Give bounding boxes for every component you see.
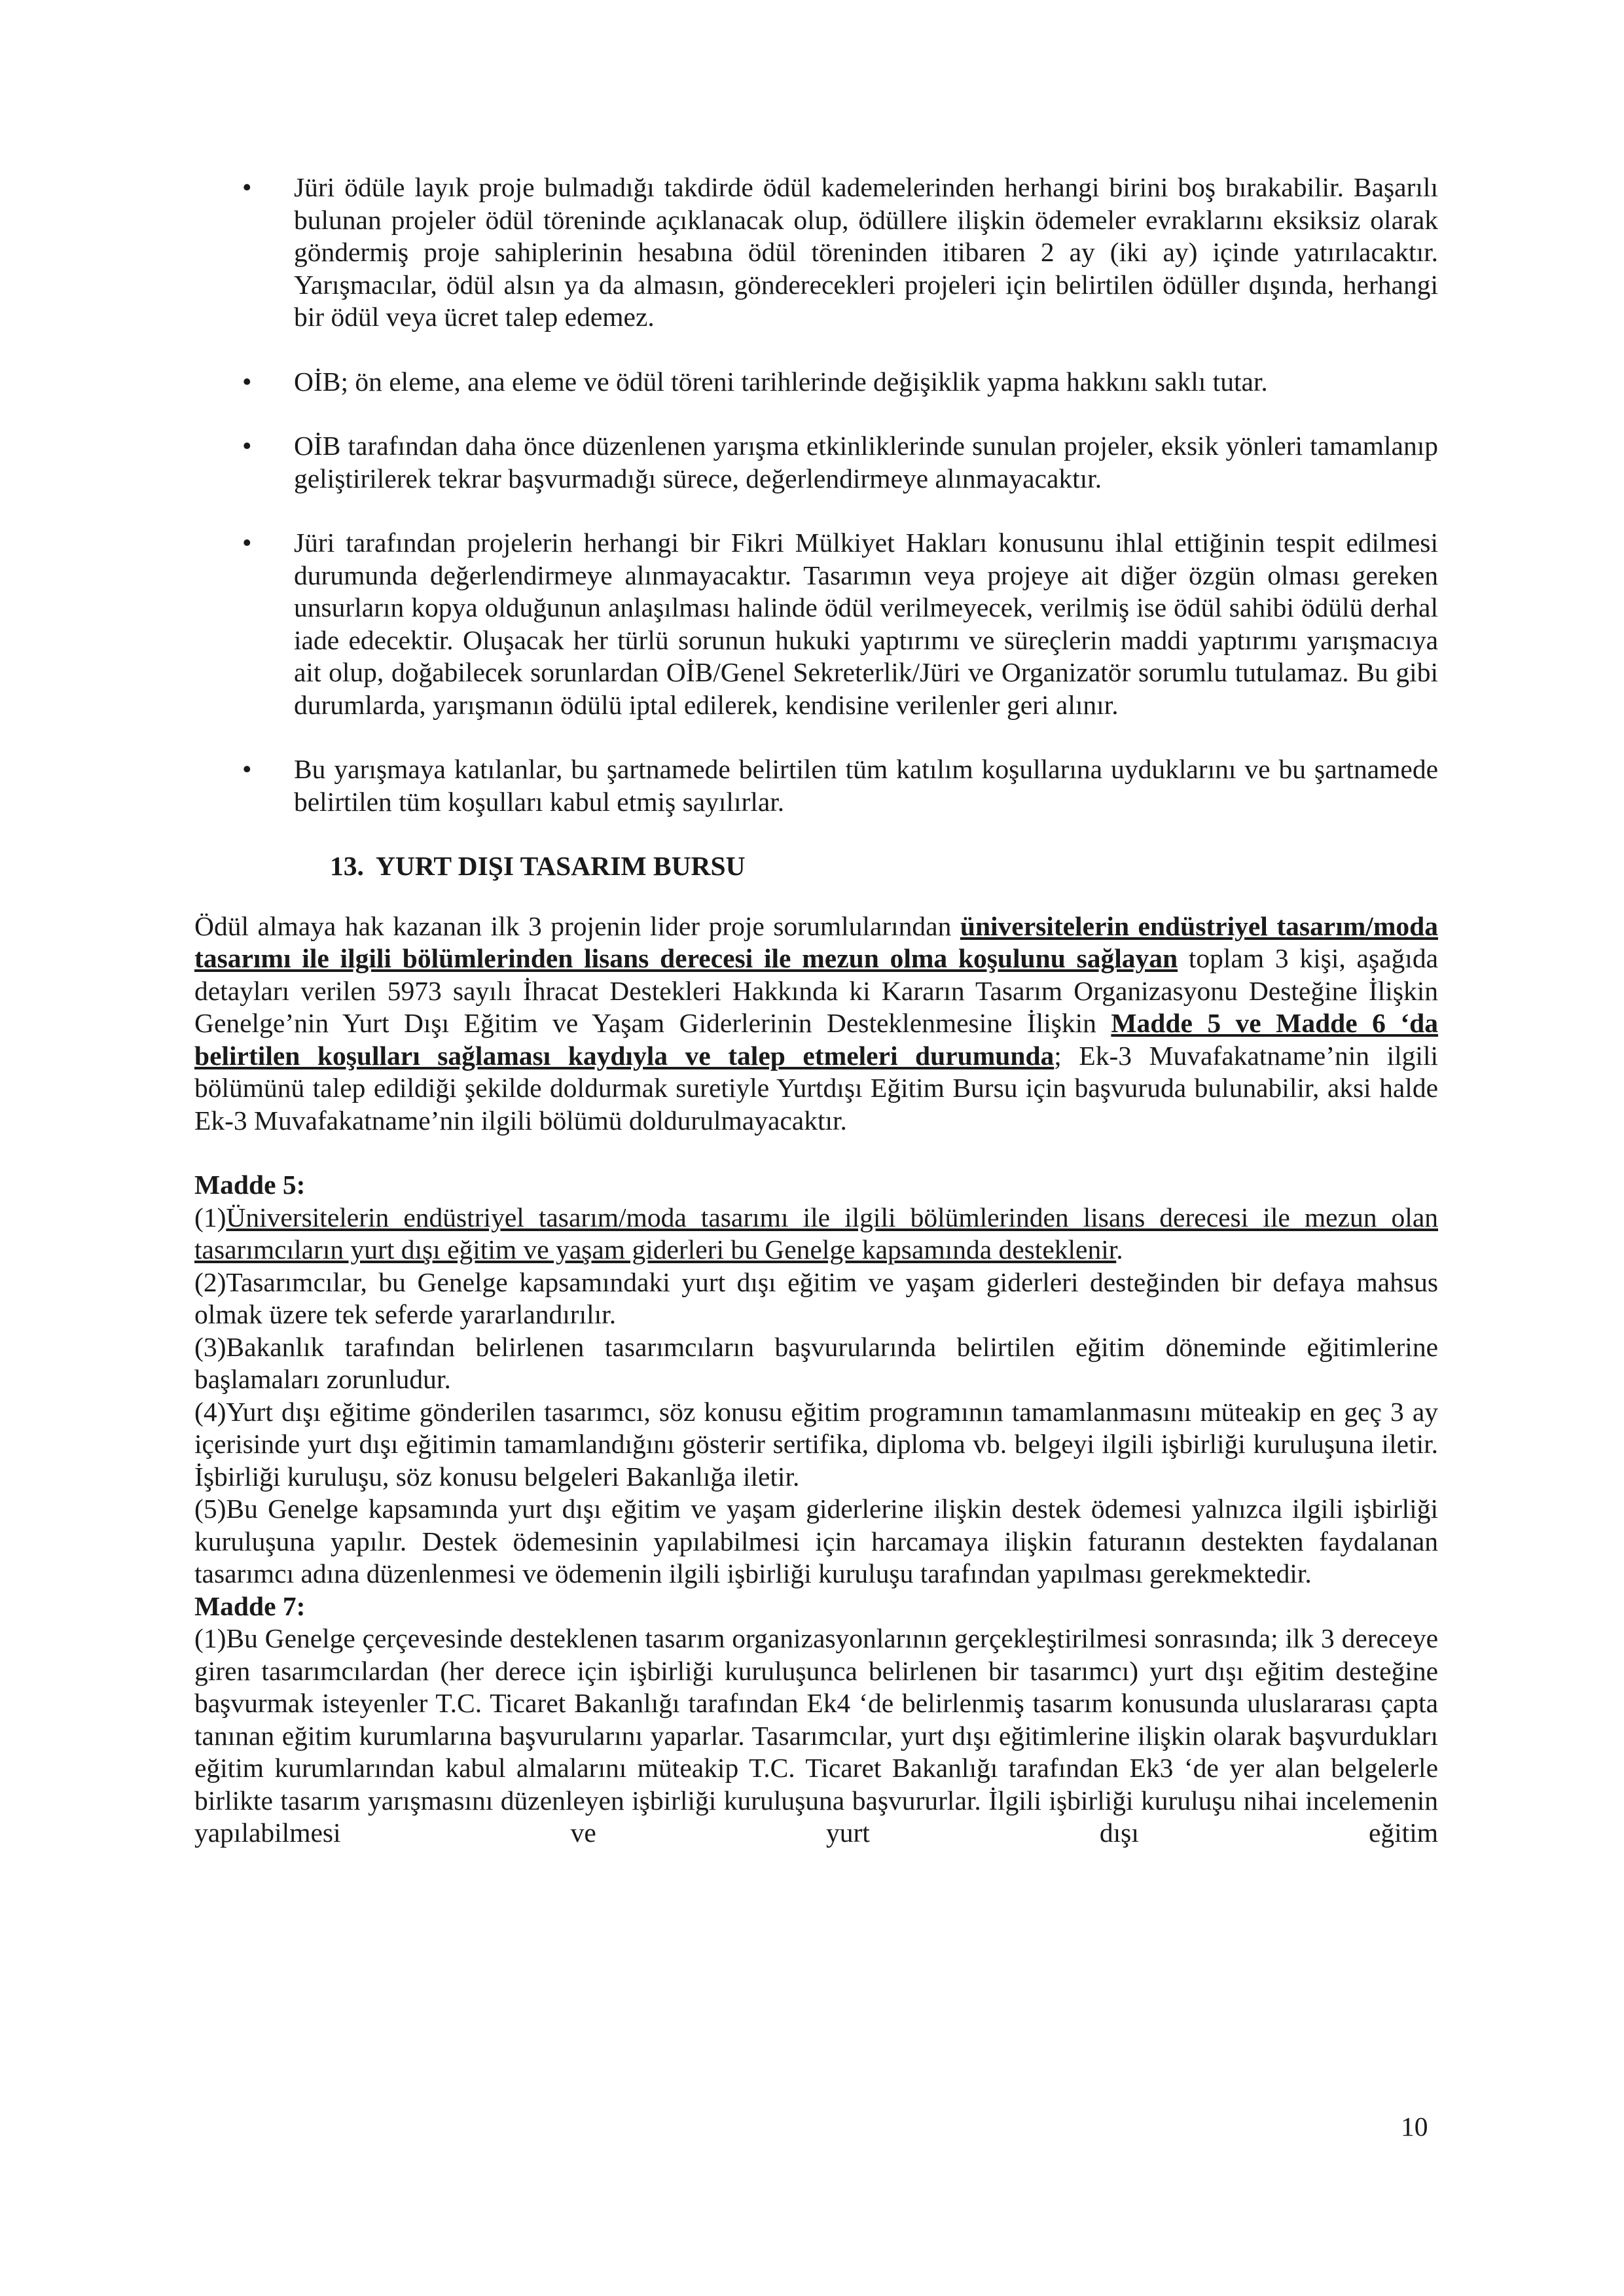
bullet-item (194, 753, 1438, 818)
clause-prefix: (1) (194, 1202, 226, 1232)
bullet-item (194, 366, 1438, 399)
bullet-list (194, 171, 1438, 818)
bullet-marker: • (242, 431, 252, 461)
article-clause: (1)Bu Genelge çerçevesinde desteklenen tasarım organizasyonlarının gerçekleştirilmesi sonrasında; ilk 3 dereceye giren tasarımcılardan (her derece için işbirliği kuruluşunca belirlenen bir tasarımcı) yurt dışı eğitim desteğine başvurmak isteyenler T.C. Ticaret Bakanlığı tarafından Ek4 ‘de belirlenmiş tasarım konusunda uluslararası çapta tanınan eğitim kurumlarına başvurularını yaparlar. Tasarımcılar, yurt dışı eğitimlerine ilişkin olarak başvurdukları eğitim kurumlarından kabul almalarını müteakip T.C. Ticaret Bakanlığı tarafından Ek3 ‘de yer alan belgelerle birlikte tasarım yarışmasını düzenleyen işbirliği kuruluşuna başvururlar. İlgili işbirliği kuruluşu nihai incelemenin yapılabilmesi ve yurt dışı eğitim (194, 1623, 1438, 1848)
intro-text: toplam 3 kişi, aşağıda detayları verilen 5973 sayılı İhracat Destekleri Hakkında ki Kararın Tasarım Organizasyonu Desteğine İlişkin Genelge’nin Yurt Dışı Eğitim ve Yaşam Giderlerinin Desteklenmesine İlişkin (194, 943, 1438, 1038)
clause-suffix: . (1116, 1234, 1123, 1265)
bullet-item (194, 430, 1438, 495)
article-clause: (3)Bakanlık tarafından belirlenen tasarımcıların başvurularında belirtilen eğitim döneminde eğitimlerine başlamaları zorunludur. (194, 1331, 1438, 1394)
article-title: Madde 7: (194, 1590, 306, 1621)
bullet-text: Jüri ödüle layık proje bulmadığı takdirde ödül kademelerinden herhangi birini boş bırakabilir. Başarılı bulunan projeler ödül töreninde açıklanacak olup, ödüllere ilişkin ödemeler evraklarını eksiksiz olarak göndermiş proje sahiplerinin hesabına ödül töreninden itibaren 2 ay (iki ay) içinde yatırılacaktır. Yarışmacılar, ödül alsın ya da almasın, gönderecekleri projeleri için belirtilen ödüller dışında, herhangi bir ödül veya ücret talep edemez. (294, 172, 1438, 332)
bullet-marker: • (242, 754, 252, 784)
bullet-item (194, 527, 1438, 721)
bullet-marker: • (242, 528, 252, 558)
section-number: 13. (330, 851, 364, 881)
section-title: YURT DIŞI TASARIM BURSU (375, 851, 746, 881)
bullet-text: Jüri tarafından projelerin herhangi bir Fikri Mülkiyet Hakları konusunu ihlal ettiğinin tespit edilmesi durumunda değerlendirmeye alınmayacaktır. Tasarımın veya projeye ait diğer özgün olması gereken unsurların kopya olduğunun anlaşılması halinde ödül verilmeyecek, verilmiş ise ödül sahibi ödülü derhal iade edecektir. Oluşacak her türlü sorunun hukuki yaptırımı ve süreçlerin maddi yaptırımı yarışmacıya ait olup, doğabilecek sorunlardan OİB/Genel Sekreterlik/Jüri ve Organizatör sorumlu tutulamaz. Bu gibi durumlarda, yarışmanın ödülü iptal edilerek, kendisine verilenler geri alınır. (294, 528, 1438, 720)
document-page (194, 171, 1438, 1850)
bullet-marker: • (242, 172, 252, 202)
bullet-text: OİB; ön eleme, ana eleme ve ödül töreni tarihlerinde değişiklik yapma hakkını saklı tutar. (294, 366, 1268, 397)
article-clause (194, 1202, 1438, 1266)
section-heading (194, 850, 1438, 883)
intro-text: ; Ek-3 Muvafakatname’nin ilgili bölümünü talep edildiği şekilde doldurmak suretiyle Yurtdışı Eğitim Bursu için başvuruda bulunabilir, aksi halde Ek-3 Muvafakatname’nin ilgili bölümü doldurulmayacaktır. (194, 1040, 1438, 1136)
article-title: Madde 5: (194, 1170, 306, 1200)
bullet-text: OİB tarafından daha önce düzenlenen yarışma etkinliklerinde sunulan projeler, eksik yönleri tamamlanıp geliştirilerek tekrar başvurmadığı sürece, değerlendirmeye alınmayacaktır. (294, 431, 1438, 493)
bullet-item (194, 171, 1438, 334)
bullet-marker: • (242, 366, 252, 397)
article-7 (194, 1590, 1438, 1850)
intro-text: Ödül almaya hak kazanan ilk 3 projenin lider proje sorumlularından (194, 910, 960, 941)
article-clause: (5)Bu Genelge kapsamında yurt dışı eğitim ve yaşam giderlerine ilişkin destek ödemesi yalnızca ilgili işbirliği kuruluşuna yapılır. Destek ödemesinin yapılabilmesi için harcamaya ilişkin faturanın destekten faydalanan tasarımcı adına düzenlenmesi ve ödemenin ilgili işbirliği kuruluşu tarafından yapılması gerekmektedir. (194, 1494, 1438, 1588)
article-clause: (2)Tasarımcılar, bu Genelge kapsamındaki yurt dışı eğitim ve yaşam giderleri desteğinden bir defaya mahsus olmak üzere tek seferde yararlandırılır. (194, 1266, 1438, 1329)
intro-emphasis-conditions: Madde 5 ve Madde 6 ‘da belirtilen koşulları sağlaması kaydıyla ve talep etmeleri durumunda (194, 1008, 1438, 1071)
bullet-text: Bu yarışmaya katılanlar, bu şartnamede belirtilen tüm katılım koşullarına uyduklarını ve bu şartnamede belirtilen tüm koşulları kabul etmiş sayılırlar. (294, 754, 1438, 817)
intro-emphasis-eligibility: üniversitelerin endüstriyel tasarım/moda tasarımı ile ilgili bölümlerinden lisans derecesi ile mezun olma koşulunu sağlayan (194, 910, 1438, 973)
article-clause: (4)Yurt dışı eğitime gönderilen tasarımcı, söz konusu eğitim programının tamamlanmasını müteakip en geç 3 ay içerisinde yurt dışı eğitimin tamamlandığını gösterir sertifika, diploma vb. belgeyi ilgili işbirliği kuruluşuna iletir. İşbirliği kuruluşu, söz konusu belgeleri Bakanlığa iletir. (194, 1396, 1438, 1492)
article-5 (194, 1169, 1438, 1590)
clause-underlined-text: Üniversitelerin endüstriyel tasarım/moda tasarımı ile ilgili bölümlerinden lisans derecesi ile mezun olan tasarımcıların yurt dışı eğitim ve yaşam giderleri bu Genelge kapsamında desteklenir (194, 1202, 1438, 1265)
intro-paragraph (194, 910, 1438, 1138)
page-number: 10 (1401, 2111, 1428, 2142)
